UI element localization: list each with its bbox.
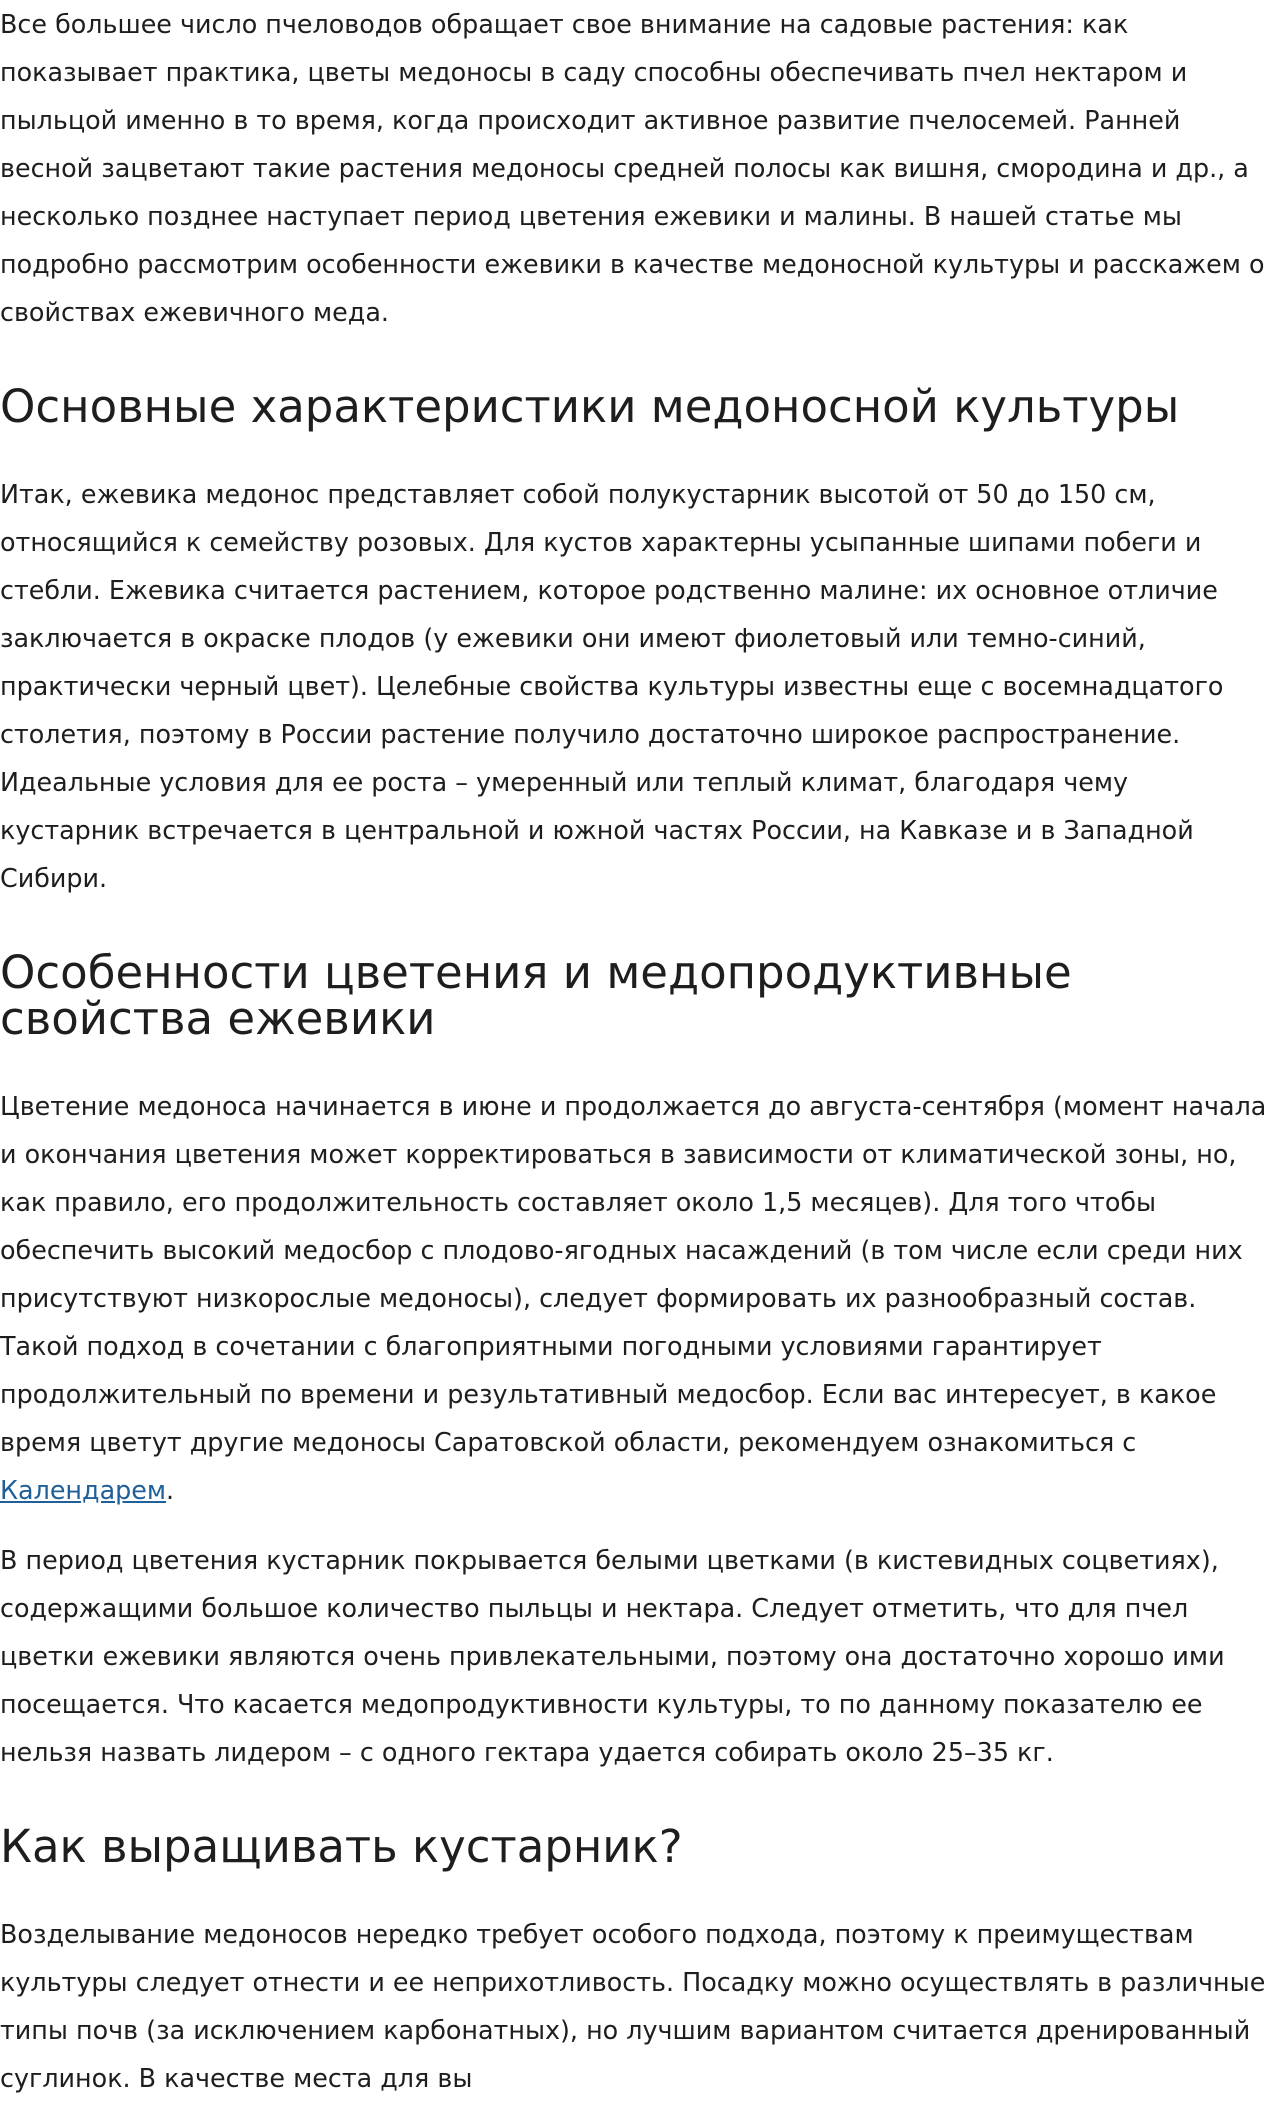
flowering-paragraph-text: Цветение медоноса начинается в июне и продолжается до августа-сентября (момент начала и окончания цветения может корректироваться в зависимости от климатической зоны, но, как правило, его продолжительность составляет около 1,5 месяцев). Для того чтобы обеспечить высокий медосбор с плодово-ягодных насаждений (в том числе если среди них присутствуют низкорослые медоносы), следует формировать их разнообразный состав. Такой подход в сочетании с благоприятными погодными условиями гарантирует продолжительный по времени и результативный медосбор. Если вас интересует, в какое время цветут другие медоносы Саратовской области, рекомендуем ознакомиться с [0, 1091, 1267, 1457]
blossom-paragraph: В период цветения кустарник покрывается белыми цветками (в кистевидных соцветиях), содержащими большое количество пыльцы и нектара. Следует отметить, что для пчел цветки ежевики являются очень привлекательными, поэтому она достаточно хорошо ими посещается. Что касается медопродуктивности культуры, то по данному показателю ее нельзя назвать лидером – с одного гектара удается собирать около 25–35 кг. [0, 1545, 1225, 1767]
cultivation-paragraph: Возделывание медоносов нередко требует особого подхода, поэтому к преимуществам культуры следует отнести и ее неприхотливость. Посадку можно осуществлять в различные типы почв (за исключением карбонатных), но лучшим вариантом считается дренированный суглинок. В качестве места для вы [0, 1919, 1266, 2093]
intro-paragraph: Все большее число пчеловодов обращает свое внимание на садовые растения: как показывает практика, цветы медоносы в саду способны обеспечивать пчел нектаром и пыльцой именно в то время, когда происходит активное развитие пчелосемей. Ранней весной зацветают такие растения медоносы средней полосы как вишня, смородина и др., а несколько позднее наступает период цветения ежевики и малины. В нашей статье мы подробно рассмотрим особенности ежевики в качестве медоносной культуры и расскажем о свойствах ежевичного меда. [0, 9, 1265, 327]
flowering-paragraph-end: . [166, 1475, 175, 1505]
calendar-link[interactable]: Календарем [0, 1475, 167, 1505]
section-heading-characteristics: Основные характеристики медоносной культуры [0, 380, 1180, 433]
section-heading-cultivation: Как выращивать кустарник? [0, 1820, 683, 1873]
section-heading-flowering: Особенности цветения и медопродуктивные свойства ежевики [0, 946, 1072, 1045]
characteristics-paragraph: Итак, ежевика медонос представляет собой полукустарник высотой от 50 до 150 см, относящийся к семейству розовых. Для кустов характерны усыпанные шипами побеги и стебли. Ежевика считается растением, которое родственно малине: их основное отличие заключается в окраске плодов (у ежевики они имеют фиолетовый или темно-синий, практически черный цвет). Целебные свойства культуры известны еще с восемнадцатого столетия, поэтому в России растение получило достаточно широкое распространение. Идеальные условия для ее роста – умеренный или теплый климат, благодаря чему кустарник встречается в центральной и южной частях России, на Кавказе и в Западной Сибири. [0, 479, 1224, 893]
flowering-paragraph [0, 1082, 1270, 1514]
